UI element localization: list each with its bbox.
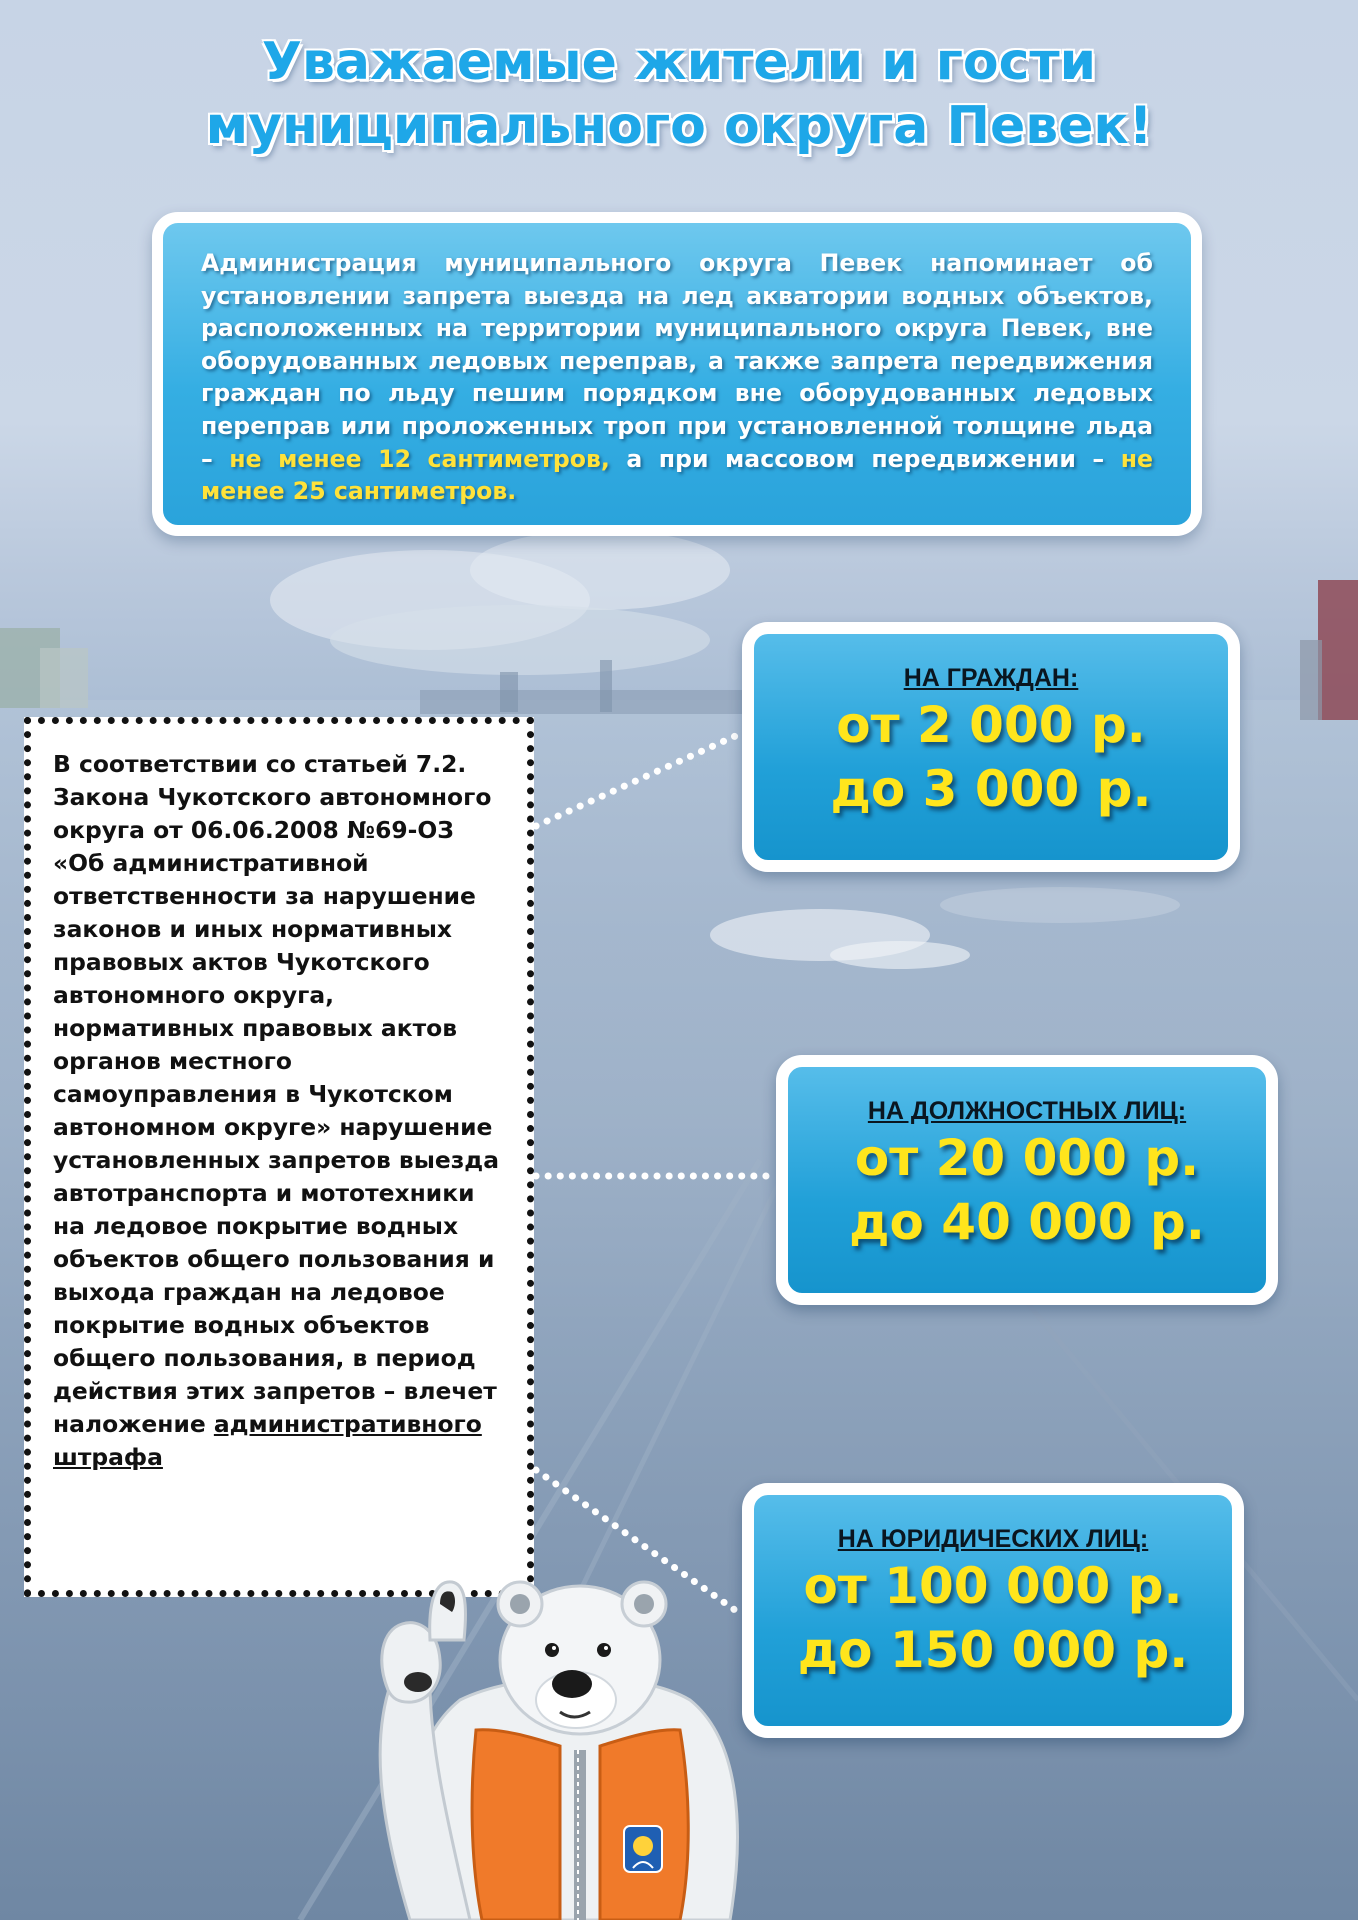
life-vest-logo-icon — [624, 1826, 662, 1872]
law-text-main: В соответствии со статьей 7.2. Закона Чукотского автономного округа от 06.06.2008 №69-ОЗ «Об административной ответственности за нарушение законов и иных нормативных правовых актов Чукотского автономного округа, нормативных правовых актов органов местного самоуправления в Чукотском автономном округе» нарушение установленных запретов выезда автотранспорта и мототехники на ледовое покрытие водных объектов общего пользования и выхода граждан на ледовое покрытие водных объектов общего пользования, в период действия этих запретов – влечет наложение — [53, 750, 499, 1438]
fine-amount-to-citizens: до 3 000 р. — [830, 760, 1152, 818]
fine-amount-from-officials: от 20 000 р. — [854, 1129, 1200, 1187]
notice-highlight-12cm: не менее 12 сантиметров, — [229, 444, 610, 473]
fine-category-legal-entities: НА ЮРИДИЧЕСКИХ ЛИЦ: — [837, 1525, 1149, 1553]
fine-category-officials: НА ДОЛЖНОСТНЫХ ЛИЦ: — [867, 1097, 1187, 1125]
fine-amount-to-officials: до 40 000 р. — [849, 1193, 1205, 1251]
fine-amount-from-citizens: от 2 000 р. — [836, 696, 1146, 754]
title-line-1: Уважаемые жители и гости — [261, 32, 1097, 92]
fine-category-citizens: НА ГРАЖДАН: — [903, 664, 1079, 692]
fine-amount-to-legal-entities: до 150 000 р. — [797, 1621, 1189, 1679]
title-line-2: муниципального округа Певек! — [205, 96, 1153, 156]
law-text-underlined: административного штрафа — [53, 1410, 482, 1471]
notice-text-main: Администрация муниципального округа Певек напоминает об установлении запрета выезда на лед акватории водных объектов, расположенных на территории муниципального округа Певек, вне оборудованных ледовых переправ, а также запрета передвижения граждан по льду пешим порядком вне оборудованных ледовых переправ или проложенных троп при установленной толщине льда – — [201, 249, 1153, 473]
notice-text-middle: а при массовом передвижении – — [609, 444, 1121, 473]
notice-highlight-25cm: не менее 25 сантиметров. — [201, 444, 1153, 506]
fine-amount-from-legal-entities: от 100 000 р. — [803, 1557, 1183, 1615]
